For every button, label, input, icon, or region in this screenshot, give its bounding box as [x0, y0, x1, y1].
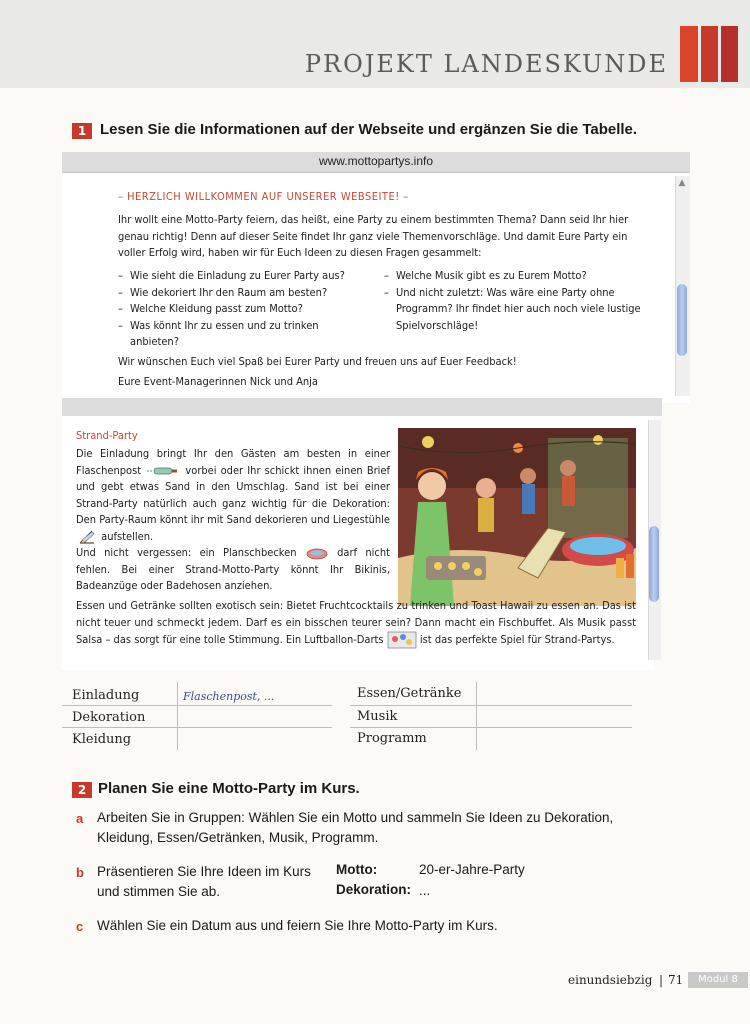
- list-item: – Welche Musik gibt es zu Eurem Motto?: [384, 268, 644, 285]
- strand-text-segment: vorbei oder Ihr schickt ihnen einen Brief und gebt etwas Sand in den Umschlag. Sand ist bei einer Strand-Party natürlich auch ganz wichtig für die Dekoration: Den Party-Raum könnt ihr mit Sand dekorieren und Liegestühle: [76, 463, 390, 526]
- questions-right: [384, 268, 644, 334]
- questions-left: [118, 268, 388, 351]
- bottle-icon: [145, 465, 181, 477]
- strand-text-segment: Essen und Getränke sollten exotisch sein: Bietet Fruchtcocktails zu trinken und Toast Hawaii zu essen an. Das ist nicht teuer und schmeckt jedem. Darf es ein bisschen teurer sein? Dann macht ein Fischbuffet. Als Musik passt Salsa – das sorgt für eine tolle Stimmung. Ein Luftballon-Darts: [76, 599, 636, 646]
- list-item: – Wie dekoriert Ihr den Raum am besten?: [118, 285, 388, 302]
- deko-value: ...: [419, 883, 431, 898]
- task-text: Präsentieren Sie Ihre Ideen im Kurs und stimmen Sie ab.: [97, 864, 311, 899]
- table-label-dekoration: Dekoration: [72, 710, 146, 725]
- balloon-darts-icon: [387, 631, 417, 649]
- url-bar: [62, 152, 690, 173]
- table-label-programm: Programm: [357, 731, 427, 746]
- header-color-bars: [680, 26, 740, 82]
- table-answer-einladung: Flaschenpost, ...: [183, 690, 275, 703]
- strand-text-segment: darf nicht fehlen. Bei einer Strand-Motto-Party könnt Ihr Bikinis, Badeanzüge oder Badehosen anziehen.: [76, 546, 390, 592]
- list-item: – Wie sieht die Einladung zu Eurer Party aus?: [118, 268, 388, 285]
- welcome-heading: – HERZLICH WILLKOMMEN AUF UNSERER WEBSEITE! –: [118, 190, 409, 203]
- header-bar: [701, 26, 718, 82]
- table-column-line: [177, 682, 178, 750]
- table-divider: [62, 727, 332, 728]
- scrollbar-thumb[interactable]: [649, 526, 659, 602]
- strand-text-segment: aufstellen.: [101, 529, 154, 543]
- motto-label: Motto:: [336, 862, 378, 877]
- intro-paragraph: Ihr wollt eine Motto-Party feiern, das heißt, eine Party zu einem bestimmten Thema? Dann seid Ihr hier genau richtig! Denn auf dieser Seite findet Ihr ganz viele Themenvorschläge. Und damit Eure Party ein voller Erfolg wird, haben wir für Euch Ideen zu diesen Fragen gesammelt:: [118, 213, 629, 259]
- strand-text-segment: ist das perfekte Spiel für Strand-Partys.: [419, 633, 615, 646]
- scroll-up-icon[interactable]: ▲: [678, 178, 686, 188]
- strand-text-segment: Und nicht vergessen: ein Planschbecken: [76, 546, 297, 559]
- table-label-kleidung: Kleidung: [72, 732, 132, 747]
- motto-value: 20-er-Jahre-Party: [419, 862, 525, 877]
- page-number-word: einundsiebzig: [568, 973, 653, 987]
- paddling-pool-icon: [305, 546, 329, 560]
- strand-party-text-continued: [76, 598, 636, 649]
- table-divider: [350, 705, 632, 706]
- list-item: – Welche Kleidung passt zum Motto?: [118, 301, 388, 318]
- exercise-number: 2: [72, 782, 92, 798]
- module-tag: Modul 8: [688, 972, 748, 988]
- header-bar: [680, 26, 698, 82]
- footer-separator: |: [659, 973, 664, 987]
- task-text: Arbeiten Sie in Gruppen: Wählen Sie ein Motto und sammeln Sie Ideen zu Dekoration, Kleidung, Essen/Getränken, Musik, Programm.: [97, 810, 614, 845]
- page-title: PROJEKT LANDESKUNDE: [304, 50, 668, 78]
- table-label-einladung: Einladung: [72, 688, 140, 703]
- table-column-line: [476, 682, 477, 750]
- table-divider: [62, 705, 332, 706]
- url-text: www.mottopartys.info: [318, 154, 434, 168]
- beach-party-illustration: [398, 428, 636, 606]
- page-number: 71: [668, 973, 684, 987]
- table-label-essen: Essen/Getränke: [357, 686, 462, 701]
- task-letter: c: [76, 919, 84, 934]
- strand-text-segment: Die Einladung bringt Ihr den Gästen am besten in einer Flaschenpost: [76, 447, 390, 477]
- list-item: – Und nicht zuletzt: Was wäre eine Party ohne Programm? Ihr findet hier auch noch viele lustige Spielvorschläge!: [384, 285, 644, 335]
- table-label-musik: Musik: [357, 709, 398, 724]
- strand-party-title: Strand-Party: [76, 429, 138, 442]
- table-divider: [350, 727, 632, 728]
- deckchair-icon: [76, 529, 98, 545]
- task-text: Wählen Sie ein Datum aus und feiern Sie Ihre Motto-Party im Kurs.: [97, 918, 498, 933]
- exercise-number: 1: [72, 123, 92, 139]
- task-letter: a: [76, 811, 84, 826]
- deko-label: Dekoration:: [336, 882, 412, 897]
- scrollbar-thumb[interactable]: [677, 284, 687, 356]
- closing-line: Wir wünschen Euch viel Spaß bei Eurer Party und freuen uns auf Euer Feedback!: [118, 355, 517, 368]
- header-bar: [721, 26, 738, 82]
- signature-line: Eure Event-Managerinnen Nick und Anja: [118, 375, 318, 388]
- exercise-heading: Planen Sie eine Motto-Party im Kurs.: [98, 780, 360, 797]
- task-letter: b: [76, 865, 84, 880]
- exercise-heading: Lesen Sie die Informationen auf der Webseite und ergänzen Sie die Tabelle.: [100, 121, 638, 138]
- strand-party-text: [76, 446, 390, 595]
- strand-party-bar: [62, 398, 662, 416]
- list-item: – Was könnt Ihr zu essen und zu trinken anbieten?: [118, 318, 346, 351]
